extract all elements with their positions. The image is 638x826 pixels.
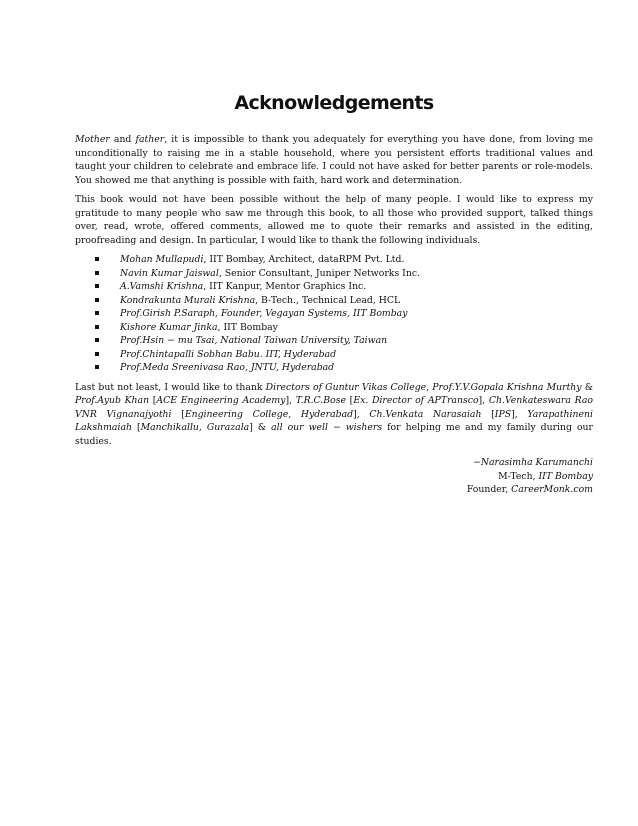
list-item: Prof.Meda Sreenivasa Rao, JNTU, Hyderabad	[109, 361, 593, 375]
signature-degree: M-Tech, IIT Bombay	[498, 470, 593, 482]
signature-founder: Founder, CareerMonk.com	[466, 484, 593, 496]
paragraph-parents: Mother and father, it is impossible to thank you adequately for everything you have done, from loving me unconditionally to raising me in a stable household, where you persistent efforts traditional values and taught your children to celebrate and embrace life. I could not have asked for better parents or role-models. You showed me that anything is possible with faith, hard work and determination.	[75, 134, 593, 186]
list-item: Navin Kumar Jaiswal, Senior Consultant, Juniper Networks Inc.	[109, 267, 593, 281]
list-item: Kishore Kumar Jinka, IIT Bombay	[109, 321, 593, 335]
signature-block	[75, 456, 593, 497]
paragraph-closing: Last but not least, I would like to thank Directors of Guntur Vikas College, Prof.Y.V.Gopala Krishna Murthy & Prof.Ayub Khan [ACE Engineering Academy], T.R.C.Bose [Ex. Director of APTransco], Ch.Venkateswara Rao VNR Vignanajyothi [Engineering College, Hyderabad], Ch.Venkata Narasaiah [IPS], Yarapathineni Lakshmaiah [Manchikallu, Gurazala] & all our well − wishers for helping me and my family during our studies.	[75, 381, 593, 447]
paragraph-gratitude: This book would not have been possible without the help of many people. I would like to express my gratitude to many people who saw me through this book, to all those who provided support, talked things over, read, wrote, offered comments, allowed me to quote their remarks and assisted in the editing, proofreading and design. In particular, I would like to thank the following individuals.	[75, 194, 593, 246]
emphasis: father	[135, 134, 165, 145]
page	[75, 90, 593, 497]
list-item: Mohan Mullapudi, IIT Bombay, Architect, dataRPM Pvt. Ltd.	[109, 253, 593, 267]
page-title: Acknowledgements	[234, 92, 434, 114]
emphasis: Mother	[75, 134, 110, 145]
signature-name: −Narasimha Karumanchi	[473, 457, 593, 468]
list-item: Prof.Girish P.Saraph, Founder, Vegayan Systems, IIT Bombay	[109, 307, 593, 321]
people-list	[75, 253, 593, 375]
list-item: A.Vamshi Krishna, IIT Kanpur, Mentor Graphics Inc.	[109, 280, 593, 294]
list-item: Prof.Hsin − mu Tsai, National Taiwan University, Taiwan	[109, 334, 593, 348]
list-item: Prof.Chintapalli Sobhan Babu. IIT, Hyderabad	[109, 348, 593, 362]
list-item: Kondrakunta Murali Krishna, B-Tech., Technical Lead, HCL	[109, 294, 593, 308]
